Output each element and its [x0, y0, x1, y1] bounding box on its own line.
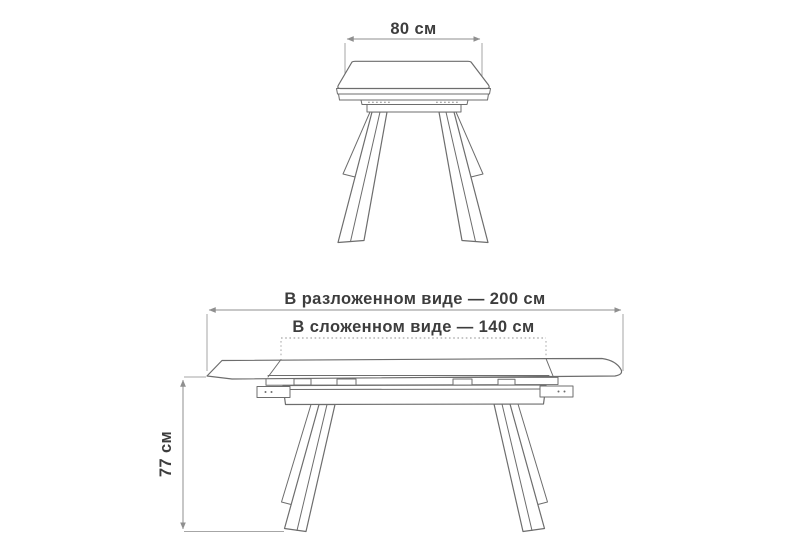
rail-latch [294, 379, 311, 385]
rail-latch [453, 379, 472, 385]
extended-width-dimension-label: В разложенном виде — 200 см [284, 290, 546, 308]
tabletop-end-view [338, 61, 489, 88]
end-view-drawing [337, 20, 491, 243]
side-view-drawing [157, 290, 623, 532]
height-dimension-label: 77 см [157, 430, 175, 478]
rail-latch [337, 379, 356, 385]
tabletop-edge-band [339, 94, 489, 100]
folded-width-dimension-label: В сложенном виде — 140 см [292, 318, 535, 336]
height-dimension [157, 377, 284, 532]
beam-bracket-right [540, 386, 573, 397]
support-beam [283, 385, 546, 405]
beam-bracket-left [257, 387, 290, 398]
width-dimension-label: 80 см [390, 20, 437, 38]
tabletop-side-view [207, 359, 622, 380]
folded-width-dimension [281, 318, 546, 356]
tabletop-edge-band [337, 89, 491, 95]
table-apron [367, 105, 461, 113]
